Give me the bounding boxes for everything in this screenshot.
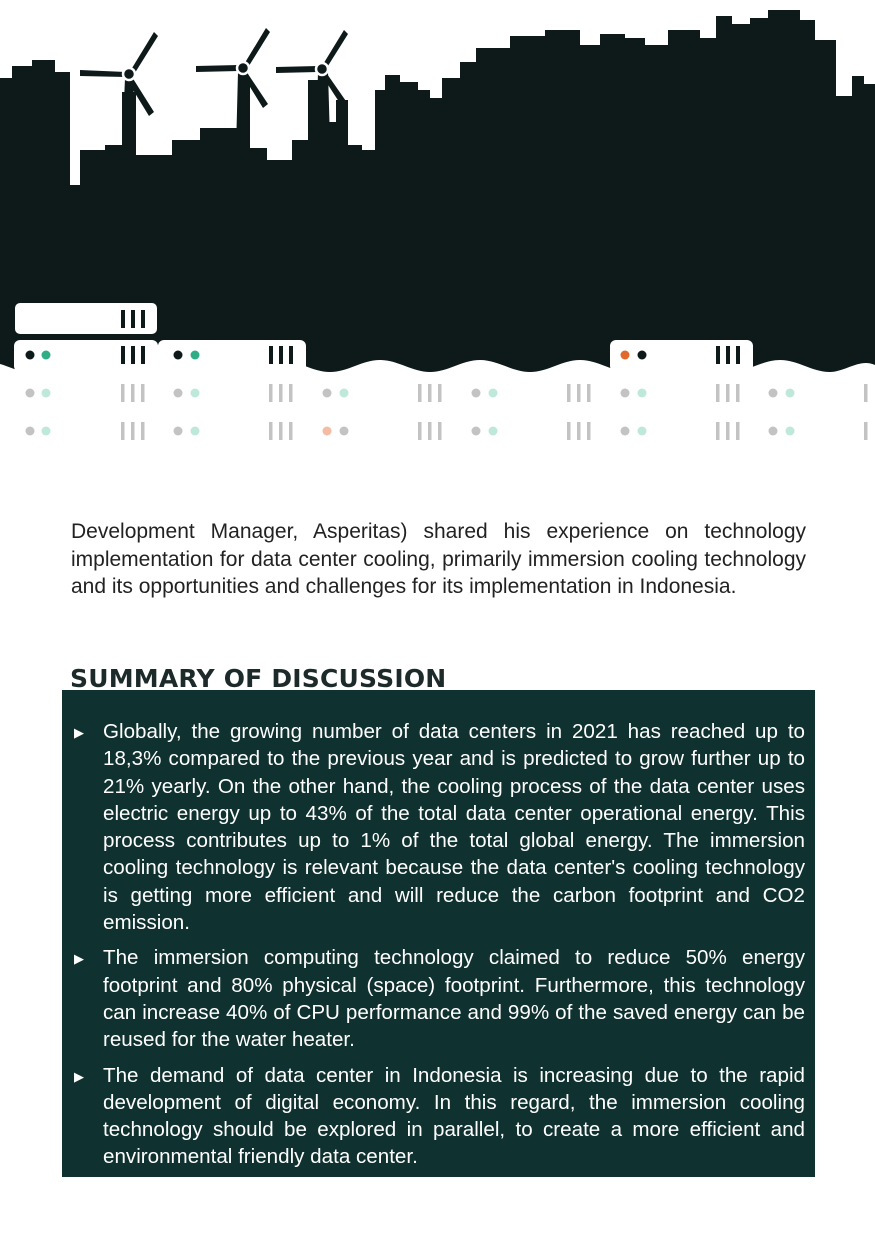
triangle-right-icon: ▶ bbox=[74, 951, 84, 967]
server-rack bbox=[14, 302, 158, 335]
hero-illustration bbox=[0, 0, 875, 470]
summary-bullet-text: The immersion computing technology claimed to reduce 50% energy footprint and 80% physical (space) footprint. Furthermore, this technology can increase 40% of CPU performance and 99% of the saved energy can be reused for the water heater. bbox=[103, 946, 805, 1052]
summary-list bbox=[74, 718, 805, 1171]
faded-server-rows bbox=[26, 384, 868, 440]
skyline-illustration bbox=[0, 0, 875, 470]
summary-bullet-text: Globally, the growing number of data centers in 2021 has reached up to 18,3% compared to the previous year and is predicted to grow further up to 21% yearly. On the other hand, the cooling process of the data center uses electric energy up to 43% of the total data center operational energy. This process contributes up to 1% of the total global energy. The immersion cooling technology is relevant because the data center's cooling technology is getting more efficient and will reduce the carbon footprint and CO2 emission. bbox=[103, 720, 805, 935]
summary-box bbox=[62, 690, 815, 1177]
server-rack bbox=[610, 340, 753, 372]
intro-paragraph: Development Manager, Asperitas) shared his experience on technology implementation for data center cooling, primarily immersion cooling technology and its opportunities and challenges for its implementation in Indonesia. bbox=[71, 520, 806, 598]
summary-bullet-text: The demand of data center in Indonesia is increasing due to the rapid development of digital economy. In this regard, the immersion cooling technology should be explored in parallel, to create a more efficient and environmental friendly data center. bbox=[103, 1063, 805, 1169]
triangle-right-icon: ▶ bbox=[74, 1068, 84, 1084]
list-item bbox=[74, 718, 805, 936]
list-item bbox=[74, 944, 805, 1053]
triangle-right-icon: ▶ bbox=[74, 725, 84, 740]
list-item bbox=[74, 1062, 805, 1171]
server-rack bbox=[14, 340, 306, 372]
summary-heading: SUMMARY OF DISCUSSION bbox=[70, 664, 447, 690]
wind-turbine-icon bbox=[80, 32, 158, 150]
